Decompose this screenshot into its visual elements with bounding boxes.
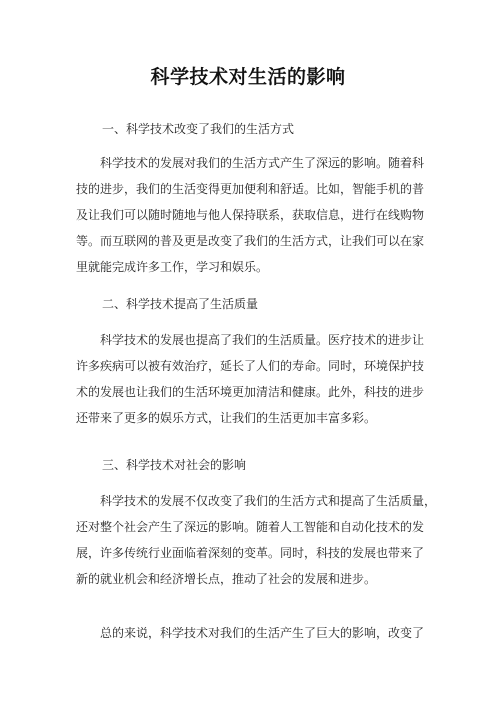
paragraph-line: 及让我们可以随时随地与他人保持联系，获取信息，进行在线购物 [76,208,425,222]
paragraph-line: 科学技术的发展不仅改变了我们的生活方式和提高了生活质量， [100,494,437,508]
paragraph-line: 还带来了更多的娱乐方式，让我们的生活更加丰富多彩。 [76,411,377,425]
paragraph-line: 等。而互联网的普及更是改变了我们的生活方式，让我们可以在家 [76,234,425,248]
paragraph-line: 还对整个社会产生了深远的影响。随着人工智能和自动化技术的发 [76,520,425,534]
paragraph-line: 展，许多传统行业面临着深刻的变革。同时，科技的发展也带来了 [76,546,425,560]
paragraph-line: 里就能完成许多工作，学习和娱乐。 [76,260,269,274]
paragraph-line: 总的来说，科学技术对我们的生活产生了巨大的影响，改变了 [100,626,425,640]
paragraph-line: 术的发展也让我们的生活环境更加清洁和健康。此外，科技的进步 [76,385,425,399]
paragraph-line: 许多疾病可以被有效治疗，延长了人们的寿命。同时，环境保护技 [76,359,425,373]
paragraph-line: 科学技术的发展也提高了我们的生活质量。医疗技术的进步让 [100,333,425,347]
section-heading-1: 一、科学技术改变了我们的生活方式 [102,122,295,136]
paragraph-line: 科学技术的发展对我们的生活方式产生了深远的影响。随着科 [100,156,425,170]
paragraph-line: 技的进步，我们的生活变得更加便利和舒适。比如，智能手机的普 [76,182,425,196]
section-heading-3: 三、科学技术对社会的影响 [102,458,247,472]
page-title: 科学技术对生活的影响 [150,66,346,88]
section-heading-2: 二、科学技术提高了生活质量 [102,297,259,311]
paragraph-line: 新的就业机会和经济增长点，推动了社会的发展和进步。 [76,572,377,586]
